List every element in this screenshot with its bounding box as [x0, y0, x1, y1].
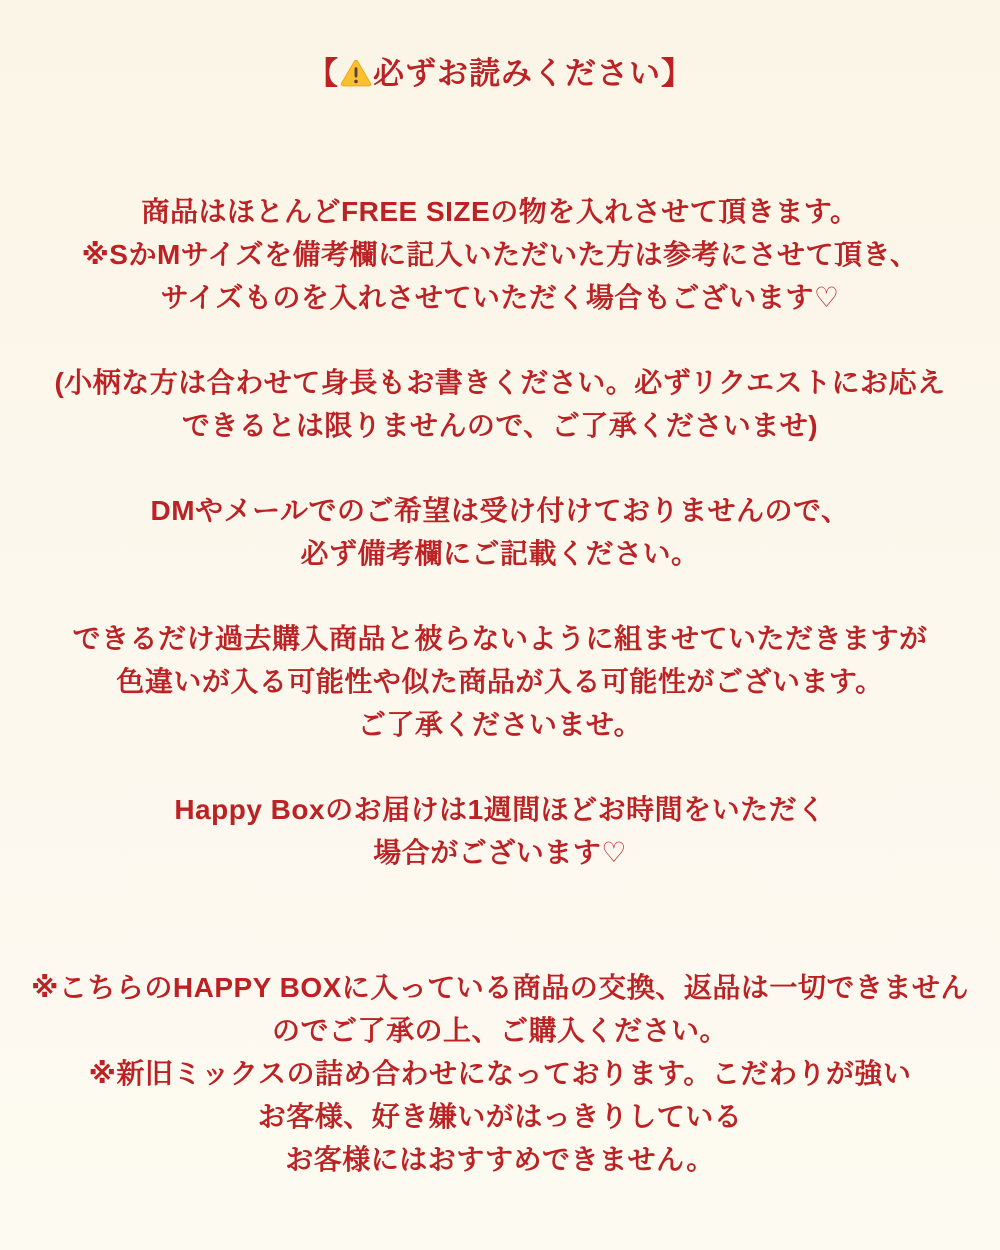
title-text: 必ずお読みください — [373, 56, 661, 91]
paragraph-free-size-note — [0, 190, 1000, 319]
notice-body — [0, 190, 1000, 1181]
paragraph-duplicate-items-note — [0, 617, 1000, 746]
notice-line: (小柄な方は合わせて身長もお書きください。必ずリクエストにお応え — [54, 367, 946, 398]
paragraph-no-dm-note — [0, 489, 1000, 575]
paragraph-height-request-note — [0, 361, 1000, 447]
notice-line: お客様にはおすすめできません。 — [285, 1144, 715, 1175]
notice-line: のでご了承の上、ご購入ください。 — [271, 1015, 728, 1046]
notice-line: ご了承くださいませ。 — [357, 709, 643, 740]
notice-title — [0, 0, 1000, 94]
notice-line: ※新旧ミックスの詰め合わせになっております。こだわりが強い — [88, 1058, 912, 1089]
notice-line: お客様、好き嫌いがはっきりしている — [257, 1101, 743, 1132]
paragraph-no-return-note — [0, 966, 1000, 1181]
notice-line: 場合がございます♡ — [373, 837, 627, 868]
paragraph-delivery-time-note — [0, 788, 1000, 874]
notice-line: DMやメールでのご希望は受け付けておりませんので、 — [150, 495, 850, 526]
notice-line: サイズものを入れさせていただく場合もございます♡ — [160, 282, 840, 313]
notice-line: Happy Boxのお届けは1週間ほどお時間をいただく — [174, 794, 826, 825]
notice-line: ※こちらのHAPPY BOXに入っている商品の交換、返品は一切できません — [31, 972, 969, 1003]
notice-line: できるとは限りませんので、ご了承くださいませ) — [181, 410, 819, 441]
notice-line: 必ず備考欄にご記載ください。 — [300, 538, 700, 569]
title-close-bracket: 】 — [661, 56, 693, 91]
notice-line: ※SかMサイズを備考欄に記入いただいた方は参考にさせて頂き、 — [81, 239, 919, 270]
notice-line: 商品はほとんどFREE SIZEの物を入れさせて頂きます。 — [141, 196, 859, 227]
warning-icon — [340, 58, 372, 88]
title-open-bracket: 【 — [307, 56, 339, 91]
notice-line: できるだけ過去購入商品と被らないように組ませていただきますが — [72, 623, 928, 654]
notice-line: 色違いが入る可能性や似た商品が入る可能性がございます。 — [116, 666, 884, 697]
